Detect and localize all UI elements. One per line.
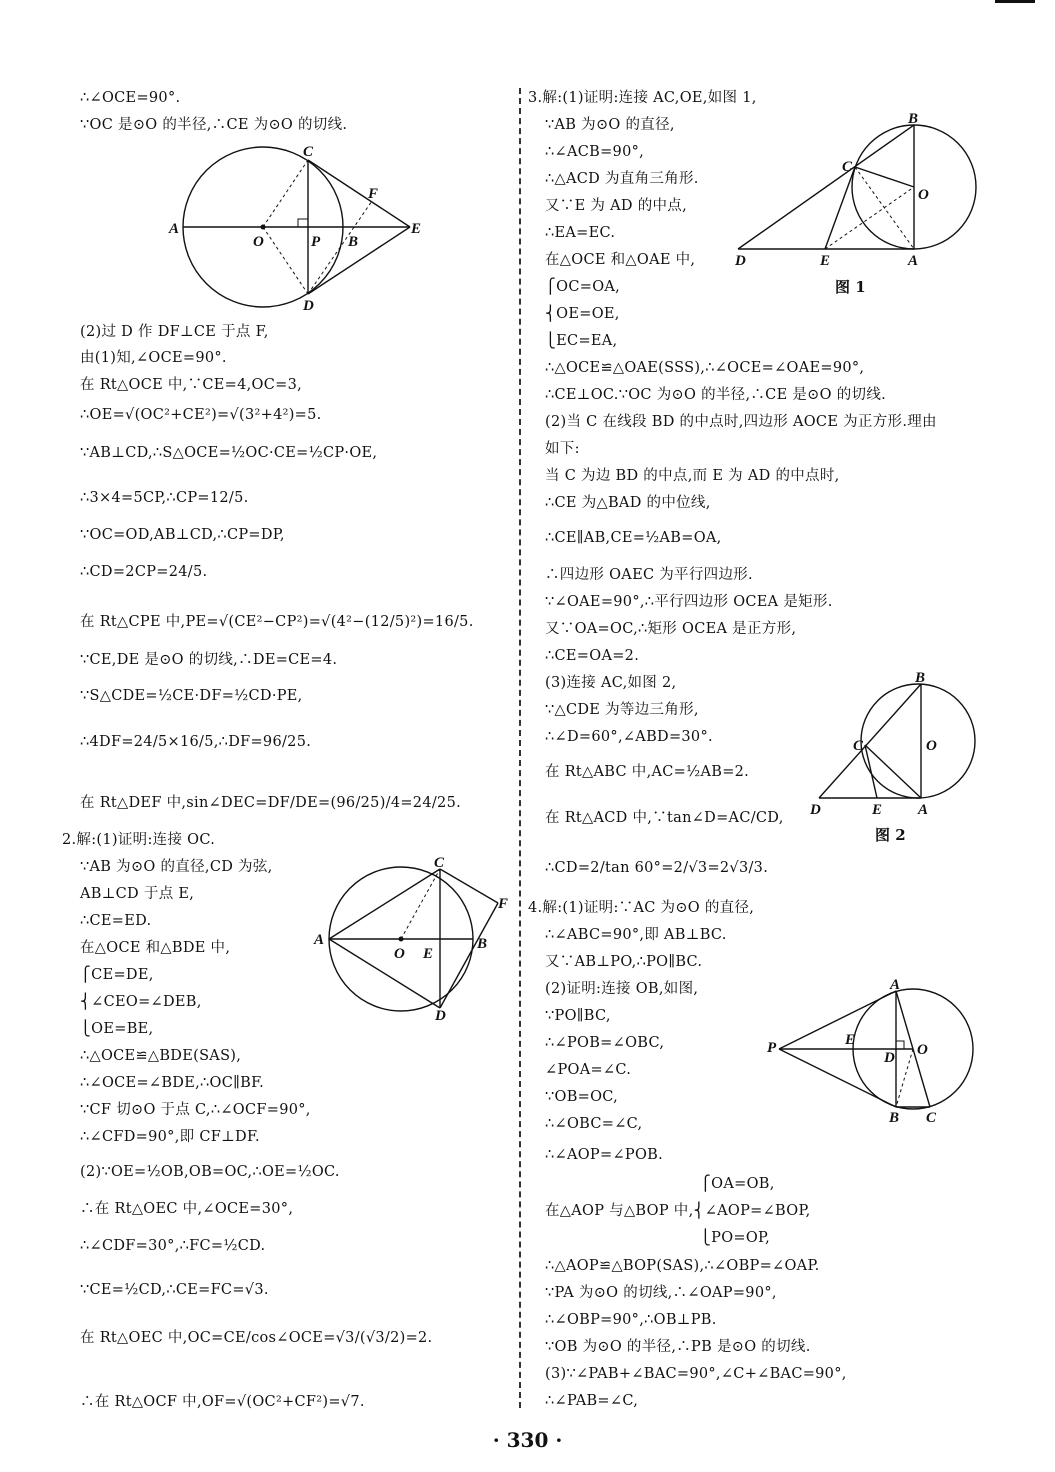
text-line: ⎩PO=OP,	[700, 1230, 771, 1246]
text-line: 在 Rt△ABC 中,AC=½AB=2.	[545, 764, 750, 780]
label-D: D	[435, 1008, 446, 1024]
text-line: ⎧OA=OB,	[700, 1176, 775, 1192]
label-B: B	[889, 1110, 900, 1126]
text-line: ∴∠PAB=∠C,	[545, 1393, 639, 1409]
text-line: ∴CE=ED.	[80, 913, 152, 929]
label-C: C	[842, 159, 853, 175]
text-line: 2.解:(1)证明:连接 OC.	[62, 832, 216, 848]
text-line: ∵AB⊥CD,∴S△OCE=½OC·CE=½CP·OE,	[80, 445, 378, 461]
label-D: D	[884, 1050, 895, 1066]
text-line: ∴在 Rt△OEC 中,∠OCE=30°,	[80, 1201, 294, 1217]
text-line: 在 Rt△DEF 中,sin∠DEC=DF/DE=(96/25)/4=24/25.	[80, 795, 462, 811]
text-line: ∵PO∥BC,	[545, 1008, 611, 1024]
text-line: AB⊥CD 于点 E,	[80, 886, 195, 902]
label-A: A	[314, 932, 325, 948]
text-line: 3.解:(1)证明:连接 AC,OE,如图 1,	[528, 90, 757, 106]
label-O: O	[917, 1042, 928, 1058]
text-line: ∴∠OCE=∠BDE,∴OC∥BF.	[80, 1075, 265, 1091]
figure-3	[730, 111, 980, 275]
text-line: ∴△OCE≌△OAE(SSS),∴∠OCE=∠OAE=90°,	[545, 360, 865, 376]
text-line: ∵∠OAE=90°,∴平行四边形 OCEA 是矩形.	[545, 594, 833, 610]
label-P: P	[767, 1040, 777, 1056]
text-line: ∵S△CDE=½CE·DF=½CD·PE,	[80, 688, 303, 704]
text-line: ∵AB 为⊙O 的直径,CD 为弦,	[80, 859, 273, 875]
text-line: 在△AOP 与△BOP 中,⎨∠AOP=∠BOP,	[545, 1203, 811, 1219]
text-line: ∴OE=√(OC²+CE²)=√(3²+4²)=5.	[80, 407, 322, 423]
label-A: A	[169, 221, 180, 237]
label-C: C	[853, 738, 864, 754]
figure-4	[805, 670, 995, 820]
label-C: C	[303, 144, 314, 160]
text-line: (3)∵∠PAB+∠BAC=90°,∠C+∠BAC=90°,	[545, 1366, 847, 1382]
text-line: 在 Rt△OEC 中,OC=CE/cos∠OCE=√3/(√3/2)=2.	[80, 1330, 433, 1346]
text-line: 又∵AB⊥PO,∴PO∥BC.	[545, 954, 703, 970]
text-line: (3)连接 AC,如图 2,	[545, 675, 677, 691]
figure-4-caption: 图 2	[875, 826, 906, 844]
text-line: ∴CE⊥OC.∵OC 为⊙O 的半径,∴CE 是⊙O 的切线.	[545, 387, 887, 403]
label-B: B	[908, 111, 919, 127]
label-E: E	[820, 253, 831, 269]
label-O: O	[918, 187, 929, 203]
text-line: 又∵E 为 AD 的中点,	[545, 198, 688, 214]
label-E: E	[423, 946, 434, 962]
text-line: ∵OB=OC,	[545, 1089, 619, 1105]
text-line: ∴CD=2CP=24/5.	[80, 564, 208, 580]
label-D: D	[735, 253, 746, 269]
text-line: ∴∠OCE=90°.	[80, 90, 181, 106]
text-line: ∴四边形 OAEC 为平行四边形.	[545, 567, 753, 583]
figure-2	[310, 855, 520, 1024]
text-line: ⎧CE=DE,	[80, 967, 154, 983]
label-F: F	[498, 896, 509, 912]
label-C: C	[434, 855, 445, 871]
text-line: ∵AB 为⊙O 的直径,	[545, 117, 675, 133]
text-line: ∴∠ACB=90°,	[545, 144, 645, 160]
text-line: ∵CE,DE 是⊙O 的切线,∴DE=CE=4.	[80, 652, 338, 668]
text-line: ∵CE=½CD,∴CE=FC=√3.	[80, 1282, 269, 1298]
text-line: ∠POA=∠C.	[545, 1062, 632, 1078]
text-line: ∴∠OBC=∠C,	[545, 1116, 643, 1132]
figure-3-caption: 图 1	[835, 278, 866, 296]
text-line: 在 Rt△OCE 中,∵CE=4,OC=3,	[80, 377, 303, 393]
text-line: ⎩EC=EA,	[545, 333, 618, 349]
label-E: E	[872, 802, 883, 818]
text-line: ∴∠CFD=90°,即 CF⊥DF.	[80, 1129, 260, 1145]
text-line: 在△OCE 和△BDE 中,	[80, 940, 231, 956]
text-line: ∴△ACD 为直角三角形.	[545, 171, 699, 187]
text-line: ∴4DF=24/5×16/5,∴DF=96/25.	[80, 734, 312, 750]
text-line: 在 Rt△ACD 中,∵tan∠D=AC/CD,	[545, 810, 784, 826]
text-line: ⎨OE=OE,	[545, 306, 620, 322]
text-line: ∵OB 为⊙O 的半径,∴PB 是⊙O 的切线.	[545, 1339, 811, 1355]
column-divider	[519, 88, 521, 1408]
text-line: 4.解:(1)证明:∵AC 为⊙O 的直径,	[528, 900, 755, 916]
label-C: C	[926, 1110, 937, 1126]
label-P: P	[311, 234, 321, 250]
text-line: ⎨∠CEO=∠DEB,	[80, 994, 202, 1010]
text-line: (2)∵OE=½OB,OB=OC,∴OE=½OC.	[80, 1164, 340, 1180]
text-line: ∴∠D=60°,∠ABD=30°.	[545, 729, 713, 745]
text-line: ∵△CDE 为等边三角形,	[545, 702, 699, 718]
text-line: ∴△OCE≌△BDE(SAS),	[80, 1048, 242, 1064]
text-line: ∵OC 是⊙O 的半径,∴CE 为⊙O 的切线.	[80, 117, 348, 133]
text-line: 在 Rt△CPE 中,PE=√(CE²−CP²)=√(4²−(12/5)²)=16/5.	[80, 614, 474, 630]
text-line: 又∵OA=OC,∴矩形 OCEA 是正方形,	[545, 621, 797, 637]
label-A: A	[908, 253, 919, 269]
label-B: B	[915, 670, 926, 686]
label-E: E	[411, 221, 422, 237]
text-line: ∵CF 切⊙O 于点 C,∴∠OCF=90°,	[80, 1102, 311, 1118]
text-line: ∵OC=OD,AB⊥CD,∴CP=DP,	[80, 527, 285, 543]
text-line: ⎧OC=OA,	[545, 279, 621, 295]
label-A: A	[918, 802, 929, 818]
page-number: · 330 ·	[492, 1428, 563, 1452]
text-line: ∴EA=EC.	[545, 225, 616, 241]
text-line: ∴∠ABC=90°,即 AB⊥BC.	[545, 927, 727, 943]
text-line: ∴CD=2/tan 60°=2/√3=2√3/3.	[545, 860, 769, 876]
text-line: (2)证明:连接 OB,如图,	[545, 981, 699, 997]
text-line: 在△OCE 和△OAE 中,	[545, 252, 696, 268]
text-line: 当 C 为边 BD 的中点,而 E 为 AD 的中点时,	[545, 468, 840, 484]
text-line: ∴CE 为△BAD 的中位线,	[545, 495, 711, 511]
text-line: ∴∠AOP=∠POB.	[545, 1147, 663, 1163]
figure-1	[165, 140, 435, 315]
text-line: ∴∠POB=∠OBC,	[545, 1035, 665, 1051]
text-line: ∴3×4=5CP,∴CP=12/5.	[80, 490, 249, 506]
label-B: B	[477, 936, 488, 952]
text-line: ∴CE∥AB,CE=½AB=OA,	[545, 530, 722, 546]
text-line: ∴∠CDF=30°,∴FC=½CD.	[80, 1238, 266, 1254]
text-line: 由(1)知,∠OCE=90°.	[80, 350, 227, 366]
text-line: ∴∠OBP=90°,∴OB⊥PB.	[545, 1312, 717, 1328]
text-line: ∴在 Rt△OCF 中,OF=√(OC²+CF²)=√7.	[80, 1394, 365, 1410]
figure-5	[765, 978, 985, 1128]
label-E: E	[845, 1032, 856, 1048]
label-O: O	[926, 738, 937, 754]
header-mark	[995, 0, 1035, 3]
text-line: ∴△AOP≌△BOP(SAS),∴∠OBP=∠OAP.	[545, 1258, 820, 1274]
label-D: D	[303, 298, 314, 314]
text-line: ∴CE=OA=2.	[545, 648, 640, 664]
label-O: O	[394, 946, 405, 962]
label-B: B	[348, 234, 359, 250]
label-D: D	[810, 802, 821, 818]
text-line: 如下:	[545, 441, 580, 457]
label-F: F	[368, 186, 379, 202]
text-line: (2)当 C 在线段 BD 的中点时,四边形 AOCE 为正方形.理由	[545, 414, 937, 430]
text-line: (2)过 D 作 DF⊥CE 于点 F,	[80, 324, 269, 340]
label-O: O	[253, 234, 264, 250]
label-A: A	[890, 977, 901, 993]
text-line: ∵PA 为⊙O 的切线,∴∠OAP=90°,	[545, 1285, 777, 1301]
text-line: ⎩OE=BE,	[80, 1021, 154, 1037]
